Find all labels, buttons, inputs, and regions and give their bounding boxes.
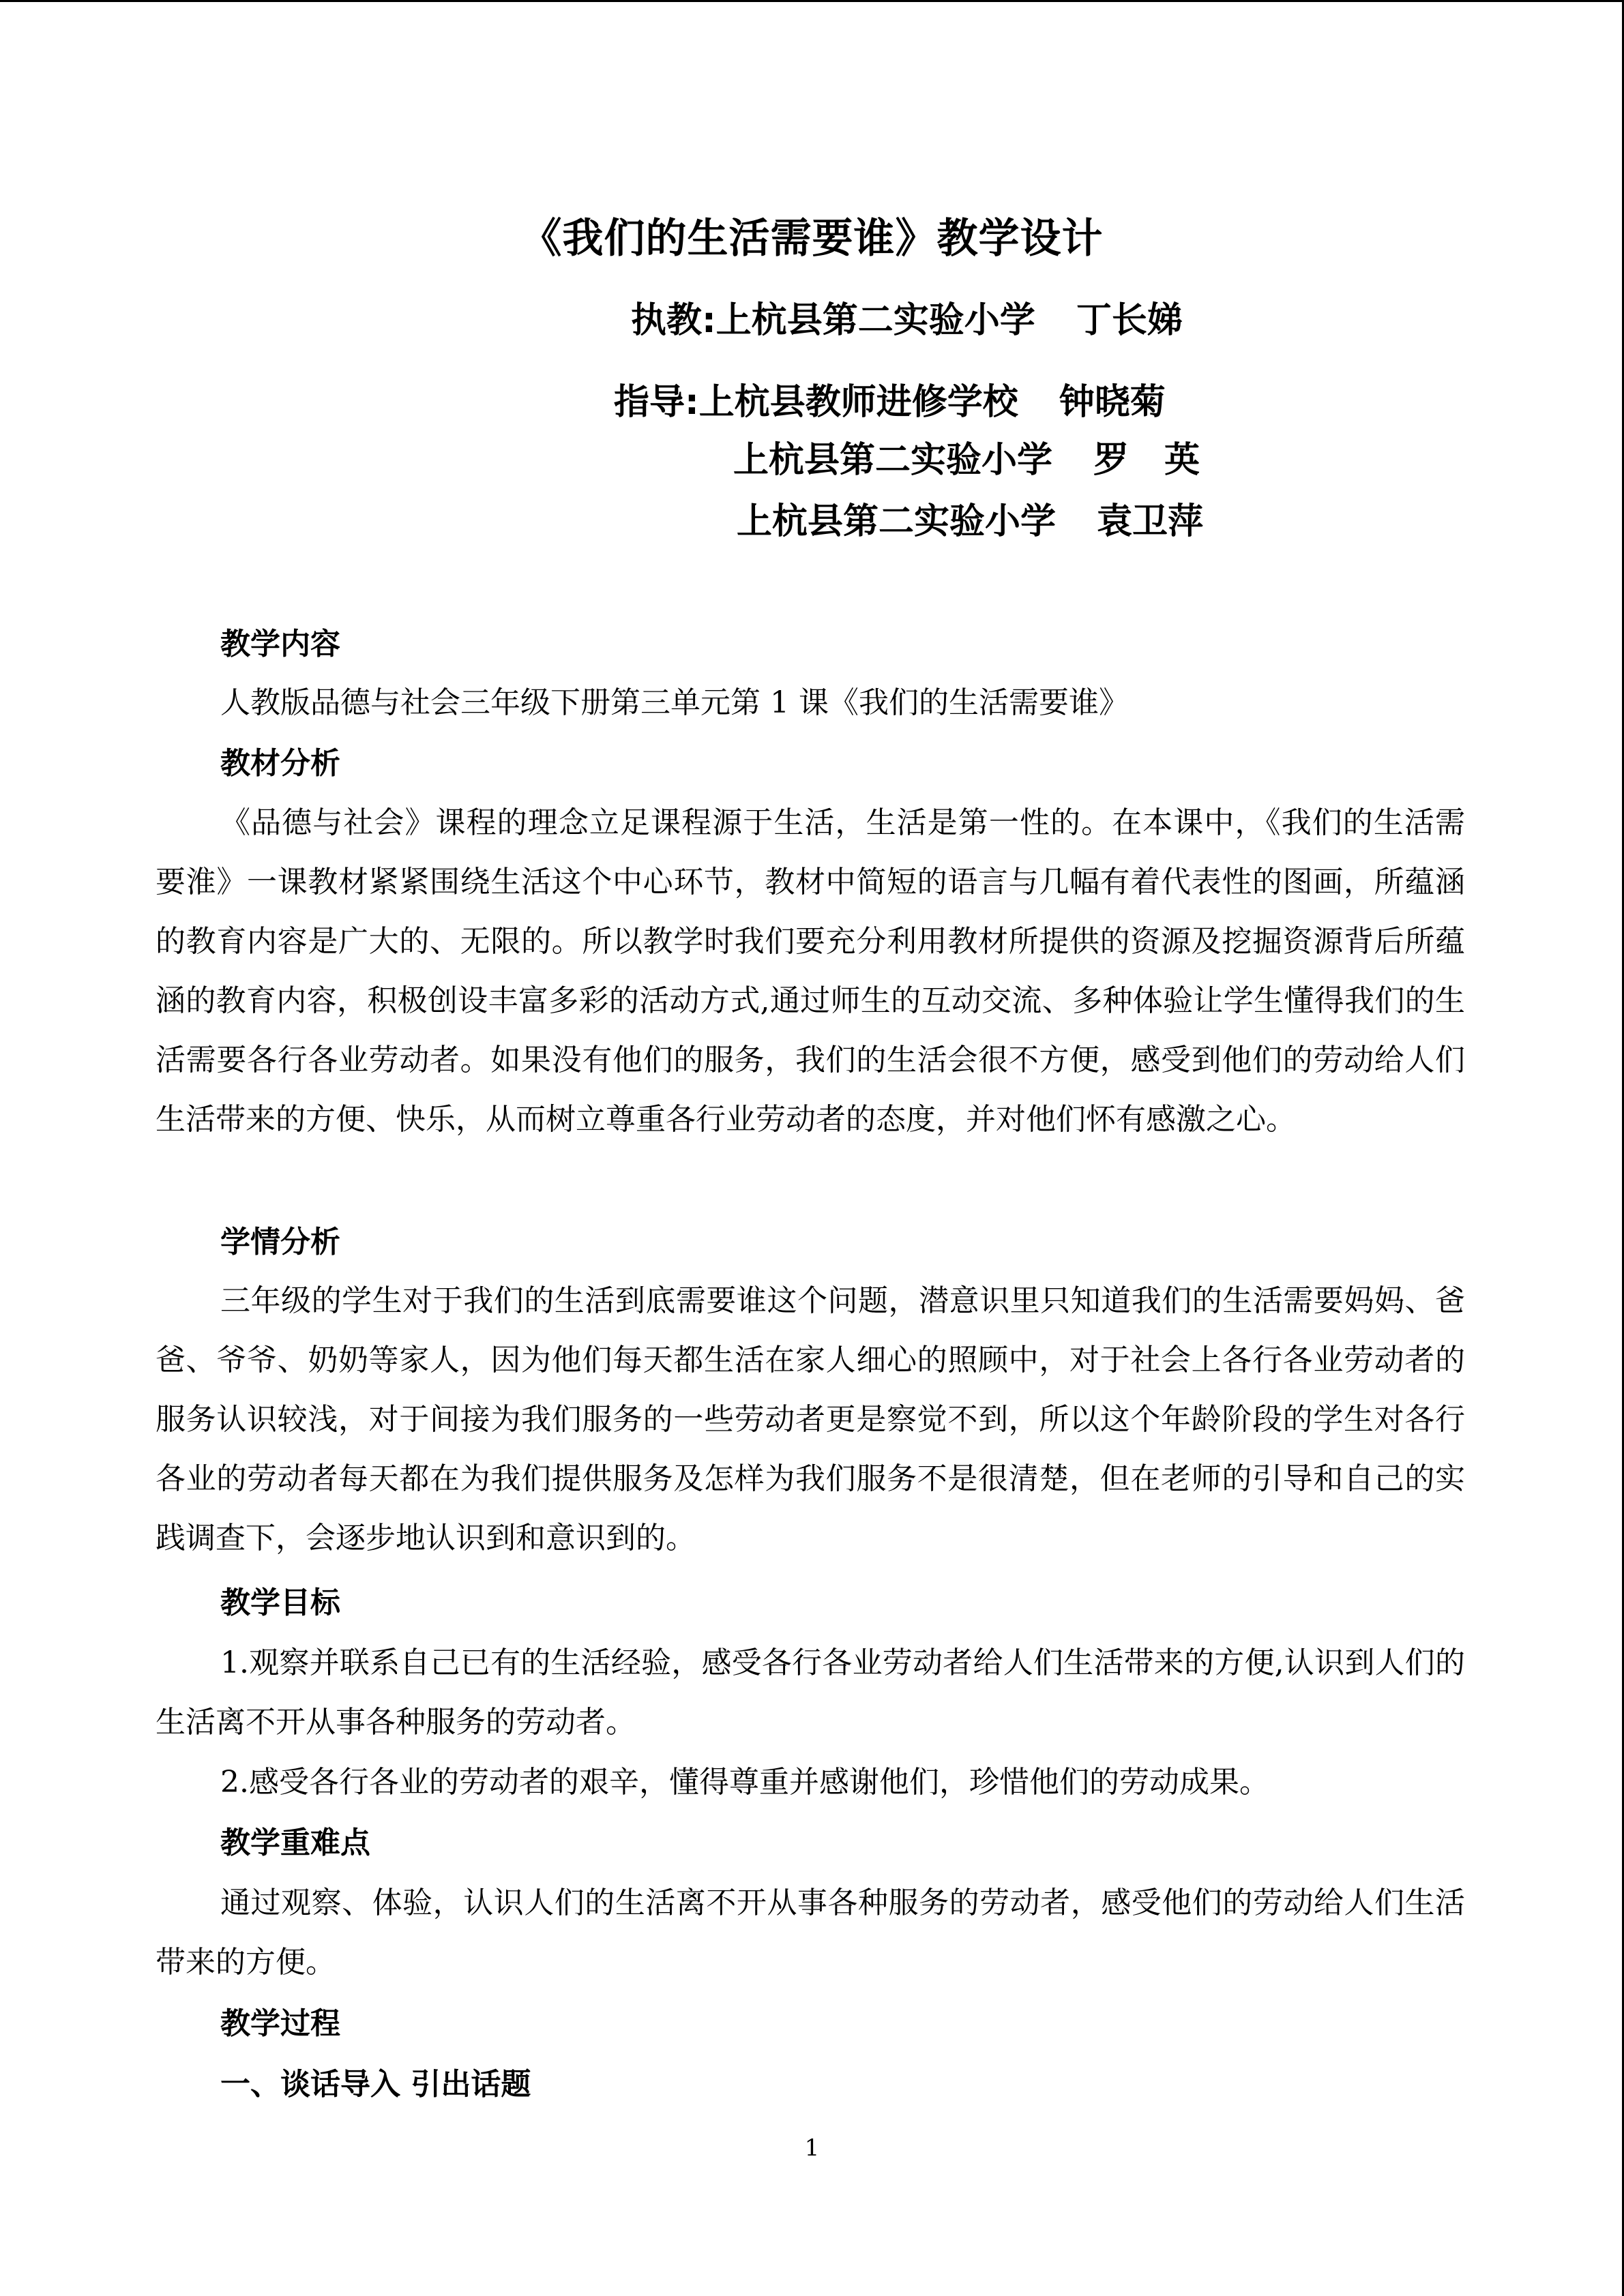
page-number: 1: [804, 2134, 820, 2162]
guide-name: 钟晓菊: [1059, 382, 1166, 423]
teacher-school: 上杭县第二实验小学: [715, 300, 1035, 341]
top-border: [0, 0, 1624, 2]
teacher-credit: [631, 297, 1183, 344]
teacher-label: 执教:: [631, 300, 716, 341]
guide-credit-2: [733, 436, 1200, 484]
guide-credit-3: [737, 498, 1203, 546]
guide-school: 上杭县第二实验小学: [733, 440, 1053, 481]
material-text: 《品德与社会》课程的理念立足课程源于生活，生活是第一性的。在本课中，《我们的生活需要淮》一课教材紧紧围绕生活这个中心环节，教材中简短的语言与几幅有着代表性的图画，所蕴涵的教育内容是广大的、无限的。所以教学时我们要充分利用教材所提供的资源及挖掘资源背后所蕴涵的教育内容，积极创设丰富多彩的活动方式,通过师生的互动交流、多种体验让学生懂得我们的生活需要各行各业劳动者。如果没有他们的服务，我们的生活会很不方便，感受到他们的劳动给人们生活带来的方便、快乐，从而树立尊重各行业劳动者的态度，并对他们怀有感激之心。: [156, 805, 1465, 1137]
goal-item-1: 1.观察并联系自己已有的生活经验，感受各行各业劳动者给人们生活带来的方便,认识到人们的生活离不开从事各种服务的劳动者。: [156, 1645, 1465, 1740]
guide-name: 罗 英: [1093, 440, 1200, 481]
goal-item-2: 2.感受各行各业的劳动者的艰辛，懂得尊重并感谢他们，珍惜他们的劳动成果。: [220, 1765, 1269, 1800]
teacher-name: 丁长娣: [1076, 300, 1183, 341]
key-text: 通过观察、体验，认识人们的生活离不开从事各种服务的劳动者，感受他们的劳动给人们生活带来的方便。: [156, 1885, 1465, 1980]
guide-school: 上杭县教师进修学校: [698, 382, 1018, 423]
step-1-heading: 一、谈话导入 引出话题: [220, 2067, 531, 2102]
guide-name: 袁卫萍: [1097, 501, 1204, 542]
section-heading-material: 教材分析: [220, 746, 340, 781]
learner-text: 三年级的学生对于我们的生活到底需要谁这个问题，潜意识里只知道我们的生活需要妈妈、爸爸、爷爷、奶奶等家人，因为他们每天都生活在家人细心的照顾中，对于社会上各行各业劳动者的服务认识较浅，对于间接为我们服务的一些劳动者更是察觉不到，所以这个年龄阶段的学生对各行各业的劳动者每天都在为我们提供服务及怎样为我们服务不是很清楚，但在老师的引导和自己的实践调查下，会逐步地认识到和意识到的。: [156, 1283, 1465, 1555]
guide-label: 指导:: [614, 382, 699, 423]
guide-credit-1: [614, 378, 1166, 426]
document-title: 《我们的生活需要谁》教学设计: [520, 215, 1104, 263]
section-heading-content: 教学内容: [220, 627, 340, 661]
section-heading-goal: 教学目标: [220, 1585, 340, 1620]
content-text: 人教版品德与社会三年级下册第三单元第 1 课《我们的生活需要谁》: [220, 685, 1129, 720]
section-heading-learner: 学情分析: [220, 1225, 340, 1259]
section-heading-process: 教学过程: [220, 2006, 340, 2041]
guide-school: 上杭县第二实验小学: [737, 501, 1057, 542]
section-heading-key: 教学重难点: [220, 1825, 370, 1860]
